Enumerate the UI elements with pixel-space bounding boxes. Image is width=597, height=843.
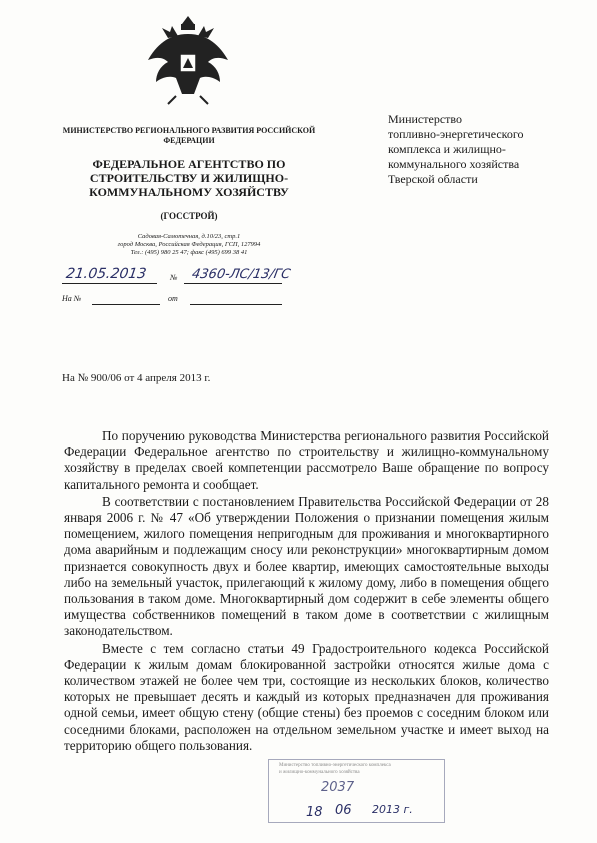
number-label: №	[170, 273, 178, 282]
address-line-3: Тел.: (495) 980 25 47; факс (495) 699 38 41	[130, 249, 248, 256]
agency-name: ФЕДЕРАЛЬНОЕ АГЕНТСТВО ПО СТРОИТЕЛЬСТВУ И ЖИЛИЩНО-КОММУНАЛЬНОМУ ХОЗЯЙСТВУ	[89, 157, 289, 199]
recipient-line-4: коммунального хозяйства	[388, 157, 520, 171]
sender-address	[60, 233, 318, 257]
date-underline	[62, 283, 157, 284]
ministry-name: МИНИСТЕРСТВО РЕГИОНАЛЬНОГО РАЗВИТИЯ РОССИЙСКОЙ ФЕДЕРАЦИИ	[62, 126, 316, 145]
in-reply-label: На №	[62, 294, 82, 303]
stamp-day: 18	[306, 805, 323, 820]
stamp-month: 06	[335, 803, 352, 818]
address-line-1: Садовая-Самотечная, д.10/23, стр.1	[137, 233, 241, 240]
recipient-line-5: Тверской области	[388, 172, 478, 186]
recipient-line-3: комплекса и жилищно-	[388, 142, 506, 156]
agency-abbreviation: (ГОССТРОЙ)	[160, 211, 218, 221]
reference-line: На № 900/06 от 4 апреля 2013 г.	[62, 372, 211, 384]
registration-date: 21.05.2013	[64, 266, 148, 282]
body-paragraph-3: Вместе с тем согласно статьи 49 Градостроительного кодекса Российской Федерации к жилым домам блокированной застройки относятся жилые дома с количеством этажей не более чем три, состоящие из нескольких блоков, количество которых не превышает десять и каждый из которых предназначен для проживания одной семьи, имеет общую стену (общие стены) без проемов с соседним блоком или соседними блоками, расположен на отдельном земельном участке и имеет выход на территорию общего пользования.	[64, 640, 549, 753]
in-reply-underline	[92, 304, 160, 305]
number-underline	[184, 283, 282, 284]
body-paragraph-1: По поручению руководства Министерства регионального развития Российской Федерации Федеральное агентство по строительству и жилищно-коммунальному хозяйству в пределах своей компетенции рассмотрело Ваше обращение по вопросу капитального ремонта и сообщает.	[64, 428, 549, 492]
from-underline	[190, 304, 282, 305]
recipient-line-1: Министерство	[388, 112, 462, 126]
in-reply-line	[62, 292, 302, 306]
from-label: от	[168, 294, 178, 303]
address-line-2: город Москва, Российская Федерация, ГСП, 127994	[117, 241, 261, 248]
stamp-incoming-number: 2037	[321, 780, 355, 795]
body-paragraph-2: В соответствии с постановлением Правительства Российской Федерации от 28 января 2006 г. № 47 «Об утверждении Положения о признании помещения жилым помещением, жилого помещения непригодным для проживания и многоквартирного дома аварийным и подлежащим сносу или реконструкции» многоквартирным домом признается совокупность двух и более квартир, имеющих самостоятельные выходы либо на земельный участок, прилегающий к жилому дому, либо в помещения общего пользования в таком доме. Многоквартирный дом содержит в себе элементы общего имущества собственников помещений в таком доме в соответствии с жилищным законодательством.	[64, 493, 549, 639]
incoming-stamp	[268, 759, 445, 823]
letter-body	[64, 428, 549, 755]
recipient-line-2: топливно-энергетического	[388, 127, 524, 141]
stamp-line-2: и жилищно-коммунального хозяйства	[279, 770, 360, 775]
recipient-block	[388, 112, 563, 187]
stamp-line-1: Министерство топливно-энергетического комплекса	[279, 763, 391, 768]
stamp-year: 2013 г.	[372, 803, 413, 816]
state-emblem-icon	[138, 8, 238, 108]
registration-line	[62, 266, 292, 284]
registration-number: 4360-ЛС/13/ГС	[190, 267, 292, 282]
